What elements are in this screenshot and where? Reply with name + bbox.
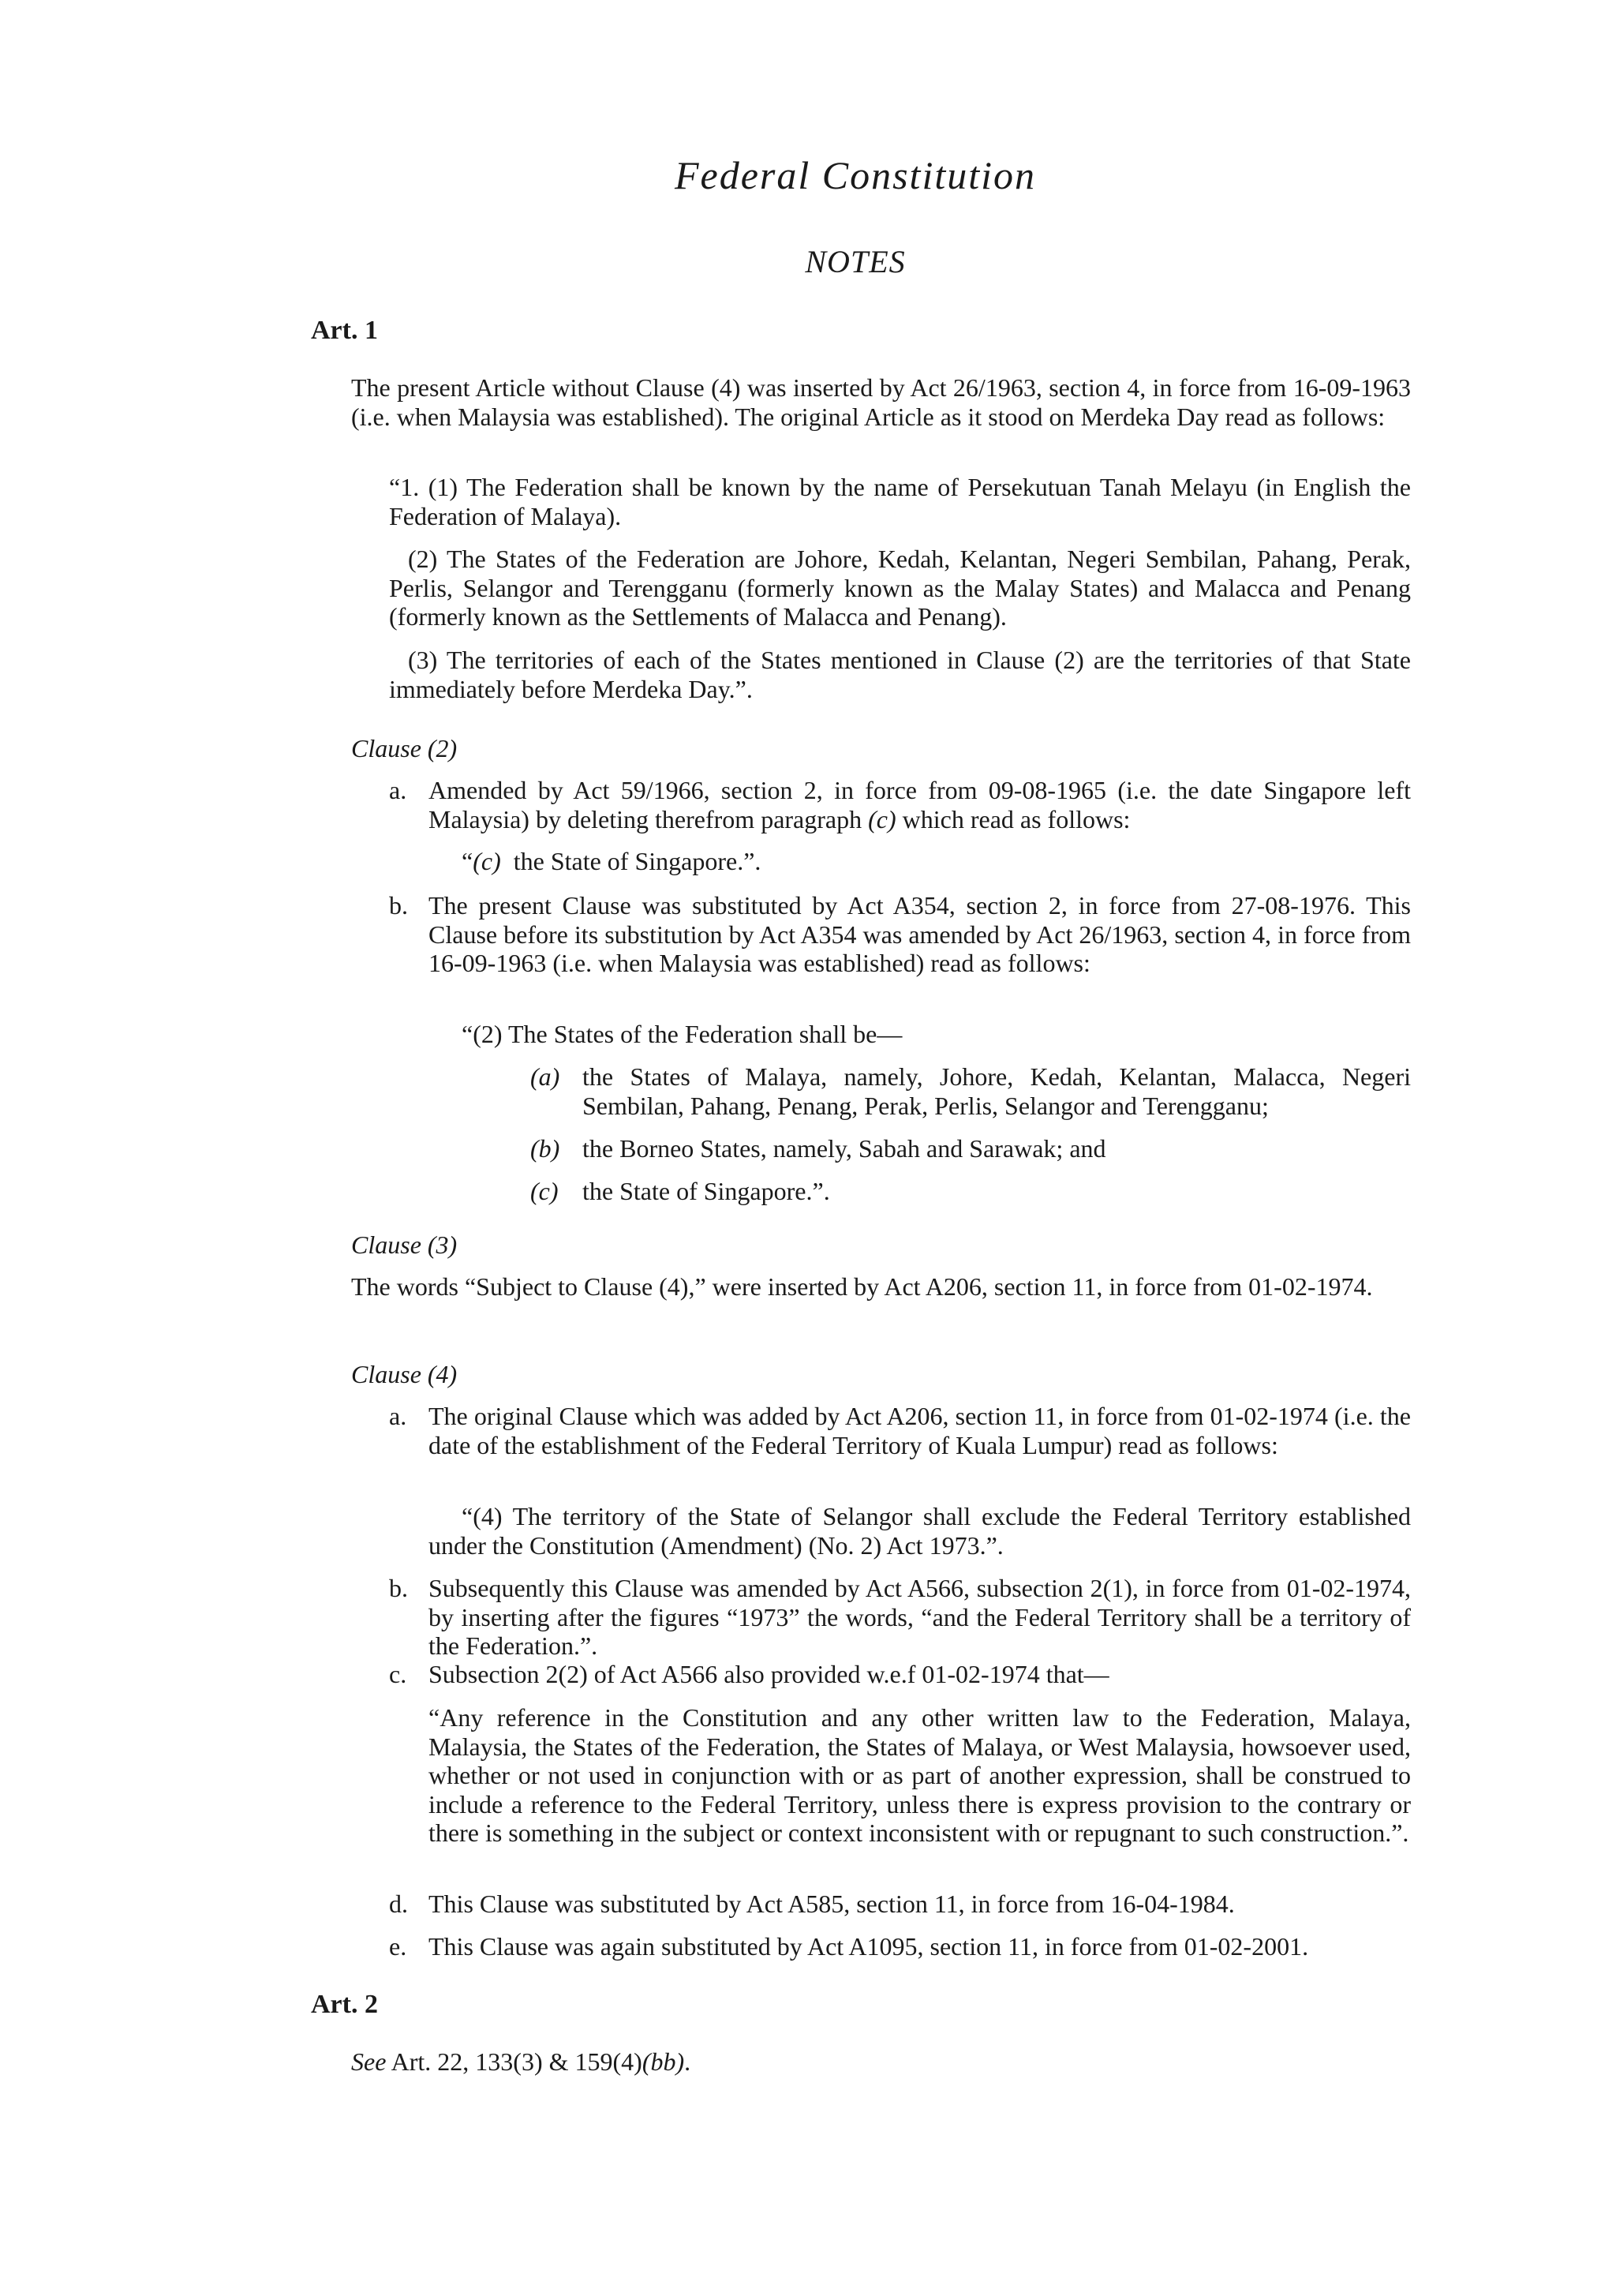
- clause-4-item-e-label: e.: [389, 1932, 407, 1961]
- clause-2-item-b: The present Clause was substituted by Act A354, section 2, in force from 27-08-1976. This Clause before its substitution by Act A354 was amended by Act 26/1963, section 4, in force from 16-09-1963 (i.e. when Malaysia was established) read as follows:: [428, 891, 1411, 978]
- clause-2-item-a-quote: “(c) the State of Singapore.”.: [462, 847, 761, 875]
- clause-2-item-b-quote: “(2) The States of the Federation shall be—: [462, 1020, 903, 1048]
- clause-4-item-c: Subsection 2(2) of Act A566 also provided w.e.f 01-02-1974 that—: [428, 1660, 1109, 1688]
- article-1-intro: The present Article without Clause (4) was inserted by Act 26/1963, section 4, in force from 16-09-1963 (i.e. when Malaysia was established). The original Article as it stood on Merdeka Day read as follows:: [351, 373, 1411, 431]
- clause-2-item-a: Amended by Act 59/1966, section 2, in force from 09-08-1965 (i.e. the date Singapore left Malaysia) by deleting therefrom paragraph (c) which read as follows:: [428, 776, 1411, 833]
- clause-4-item-c-quote: “Any reference in the Constitution and any other written law to the Federation, Malaya, Malaysia, the States of the Federation, the States of Malaya, or West Malaysia, howsoever used, whether or not used in conjunction with or as part of another expression, shall be construed to include a reference to the Federal Territory, unless there is express provision to the contrary or there is something in the subject or context inconsistent with or repugnant to such construction.”.: [428, 1703, 1411, 1848]
- sub-para-c: the State of Singapore.”.: [582, 1177, 830, 1205]
- clause-3-note: The words “Subject to Clause (4),” were inserted by Act A206, section 11, in force from 01-02-1974.: [351, 1272, 1373, 1301]
- sub-para-c-label: (c): [530, 1177, 559, 1205]
- notes-heading: NOTES: [805, 244, 906, 279]
- clause-4-item-a: The original Clause which was added by Act A206, section 11, in force from 01-02-1974 (i.e. the date of the establishment of the Federal Territory of Kuala Lumpur) read as follows:: [428, 1402, 1411, 1459]
- clause-4-item-a-quote: “(4) The territory of the State of Selangor shall exclude the Federal Territory established under the Constitution (Amendment) (No. 2) Act 1973.”.: [428, 1502, 1411, 1560]
- clause-4-item-c-label: c.: [389, 1660, 407, 1688]
- clause-3-heading: Clause (3): [351, 1230, 458, 1259]
- sub-para-a-label: (a): [530, 1062, 560, 1091]
- article-2-see-note: See Art. 22, 133(3) & 159(4)(bb).: [351, 2047, 691, 2076]
- clause-4-item-d: This Clause was substituted by Act A585, section 11, in force from 16-04-1984.: [428, 1890, 1235, 1918]
- clause-2-heading: Clause (2): [351, 734, 458, 762]
- clause-4-item-a-label: a.: [389, 1402, 407, 1430]
- original-clause-2: (2) The States of the Federation are Johore, Kedah, Kelantan, Negeri Sembilan, Pahang, Perak, Perlis, Selangor and Terengganu (formerly known as the Malay States) and Malacca and Penang (formerly known as the Settlements of Malacca and Penang).: [389, 545, 1411, 631]
- article-2-heading: Art. 2: [311, 1990, 378, 2019]
- original-clause-3: (3) The territories of each of the States mentioned in Clause (2) are the territories of that State immediately before Merdeka Day.”.: [389, 646, 1411, 703]
- see-word: See: [351, 2047, 387, 2076]
- document-title: Federal Constitution: [674, 153, 1037, 197]
- sub-para-b-label: (b): [530, 1134, 560, 1163]
- paragraph-ref: (c): [868, 804, 896, 833]
- clause-2-item-b-label: b.: [389, 891, 408, 920]
- clause-4-item-e: This Clause was again substituted by Act A1095, section 11, in force from 01-02-2001.: [428, 1932, 1309, 1961]
- sub-para-b: the Borneo States, namely, Sabah and Sarawak; and: [582, 1134, 1106, 1163]
- article-1-heading: Art. 1: [311, 316, 378, 345]
- clause-4-item-b: Subsequently this Clause was amended by Act A566, subsection 2(1), in force from 01-02-1974, by inserting after the figures “1973” the words, “and the Federal Territory shall be a territory of the Federation.”.: [428, 1574, 1411, 1661]
- sub-para-a: the States of Malaya, namely, Johore, Kedah, Kelantan, Malacca, Negeri Sembilan, Pahang, Penang, Perak, Perlis, Selangor and Terengganu;: [582, 1062, 1411, 1120]
- clause-2-item-a-label: a.: [389, 776, 407, 804]
- clause-4-item-b-label: b.: [389, 1574, 408, 1602]
- clause-4-item-d-label: d.: [389, 1890, 408, 1918]
- original-clause-1: “1. (1) The Federation shall be known by the name of Persekutuan Tanah Melayu (in English the Federation of Malaya).: [389, 473, 1411, 530]
- clause-4-heading: Clause (4): [351, 1360, 458, 1388]
